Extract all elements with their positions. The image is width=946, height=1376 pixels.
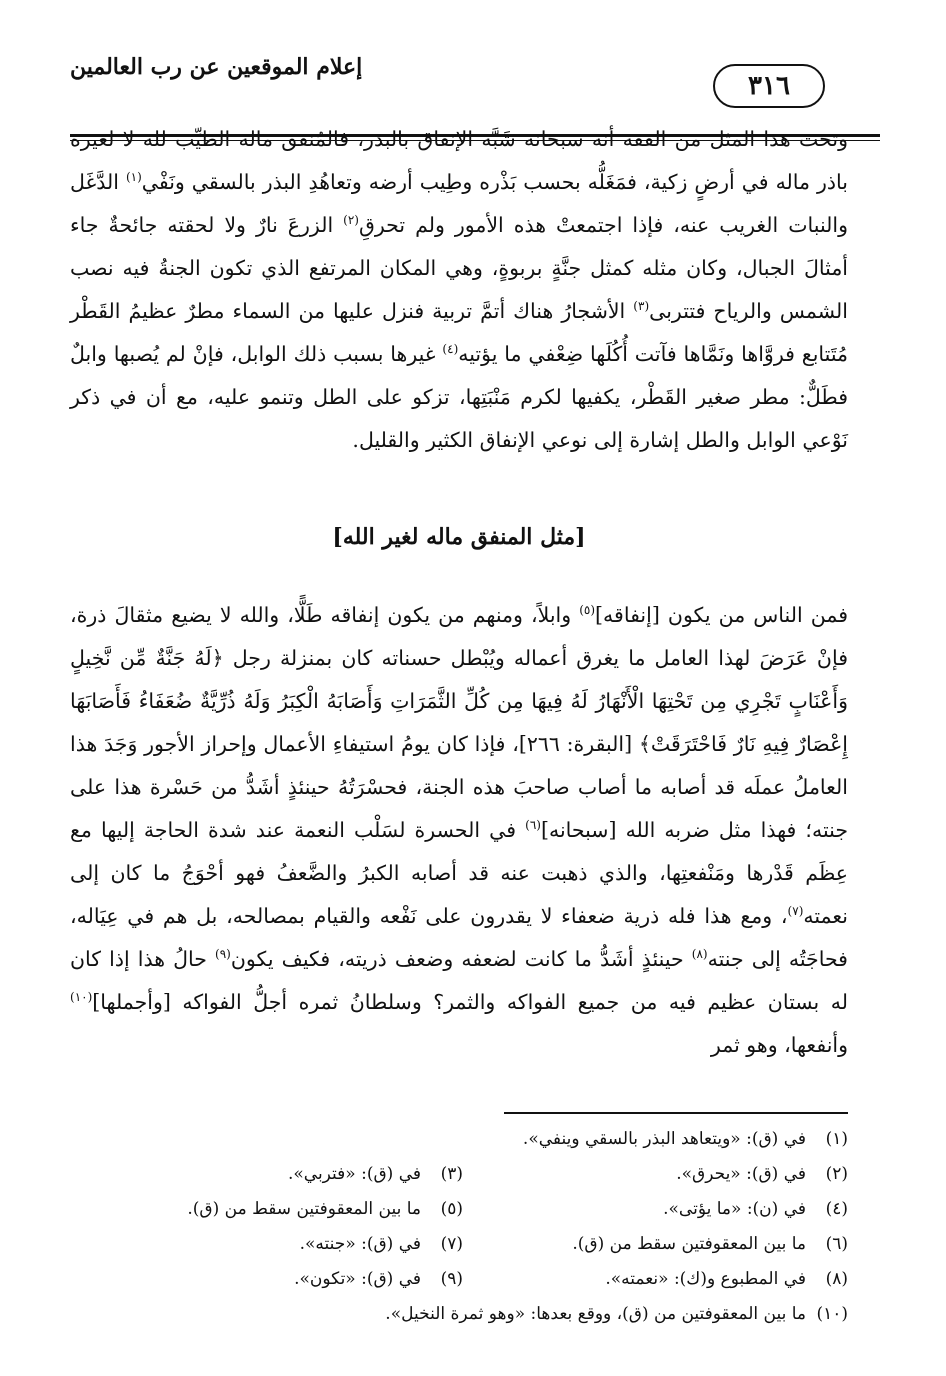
paragraph-text: غيرها بسبب ذلك الوابل، فإنْ لم يُصبها وابلٌ فطَلٌّ: مطر صغير القَطْر، يكفيها لكرم مَنْبَتِها، تزكو على الطل وتنمو عليه، مع أن في ذكر نَوْعي الوابل والطل إشارة إلى نوعي الإنفاق الكثير والقليل. bbox=[70, 342, 848, 452]
footnote-number: (٣) bbox=[440, 1164, 463, 1184]
paragraph-text: الأشجارُ هناك أتمَّ تربية فنزل عليها من السماء مطرٌ عظيمُ القَطْر مُتَتابع فروَّاها ونَمَّاها فآتت أُكُلَها ضِعْفي ما يؤتيه bbox=[70, 299, 849, 366]
footnote-text: في (ن): «ما يؤتى». bbox=[663, 1199, 806, 1219]
paragraph-2 bbox=[70, 594, 848, 1067]
footnote-row bbox=[70, 1262, 848, 1297]
footnote bbox=[78, 1227, 463, 1262]
footnote-row bbox=[70, 1227, 848, 1262]
footnote bbox=[70, 1297, 848, 1332]
footnote-row bbox=[70, 1122, 848, 1157]
paragraph-text: الدَّغَل والنبات الغريب عنه، فإذا اجتمعتْ هذه الأمور ولم تحرقِ bbox=[70, 170, 848, 237]
section-heading: [مثل المنفق ماله لغير الله] bbox=[332, 524, 586, 550]
footnote-marker: (٣) bbox=[633, 299, 650, 314]
paragraph-text: حالُ هذا إذا كان له بستان عظيم فيه من جميع الفواكه والثمر؟ وسلطانُ ثمره أجلُّ الفواكه [وأجملها] bbox=[70, 947, 848, 1014]
paragraph-text: وابلاً، ومنهم من يكون إنفاقه طَلًّا، والله لا يضيع مثقالَ ذرة، فإنْ عَرَضَ لهذا العامل ما يغرق أعماله ويُبْطل حسناته كان بمنزلة رجل ﴿لَهُ جَنَّةٌ مِّن نَّخِيلٍ وَأَعْنَابٍ تَجْرِي مِن تَحْتِهَا الْأَنْهَارُ لَهُ فِيهَا مِن كُلِّ الثَّمَرَاتِ وَأَصَابَهُ الْكِبَرُ وَلَهُ ذُرِّيَّةٌ ضُعَفَاءُ فَأَصَابَهَا إِعْصَارٌ فِيهِ نَارٌ فَاحْتَرَقَتْ﴾ [البقرة: ٢٦٦]، فإذا كان يومُ استيفاءِ الأعمال وإحراز الأجور وَجَدَ هذا العاملُ عملَه قد أصابه ما أصاب صاحبَ هذه الجنة، فحسْرَتُهُ حينئذٍ أشَدُّ من حَسْرة هذا على جنته؛ فهذا مثل ضربه الله [سبحانه] bbox=[70, 603, 848, 842]
footnote-text: ما بين المعقوفتين سقط من (ق). bbox=[187, 1199, 421, 1219]
footnote bbox=[78, 1192, 463, 1227]
paragraph-text: الزرعَ نارٌ ولا لحقته جائحةٌ جاء أمثالَ الجبال، وكان مثله كمثل جنَّةٍ بربوةٍ، وهي المكان المرتفع الذي تكون الجنةُ فيه نصب الشمس والرياح فتتربى bbox=[70, 213, 848, 323]
footnote-marker: (١) bbox=[125, 170, 142, 185]
footnote-text: في (ق): «يحرق». bbox=[676, 1164, 806, 1184]
footnote-row bbox=[70, 1297, 848, 1332]
footnote bbox=[78, 1157, 463, 1192]
footnote-text: في (ق): «فتربي». bbox=[287, 1164, 421, 1184]
running-title: إعلام الموقعين عن رب العالمين bbox=[70, 54, 363, 80]
footnote-marker: (٨) bbox=[691, 947, 708, 962]
paragraph-1 bbox=[70, 118, 848, 462]
footnote-marker: (٧) bbox=[787, 904, 804, 919]
footnote-row bbox=[70, 1157, 848, 1192]
footnote-marker: (٩) bbox=[215, 947, 231, 962]
footnote-number: (٤) bbox=[825, 1199, 848, 1219]
footnote bbox=[463, 1157, 848, 1192]
footnote bbox=[463, 1262, 848, 1297]
footnote-text: في (ق): «تكون». bbox=[294, 1269, 421, 1289]
footnote-number: (٦) bbox=[825, 1234, 848, 1254]
footnote-text: في المطبوع و(ك): «نعمته». bbox=[605, 1269, 806, 1289]
footnote bbox=[78, 1262, 463, 1297]
footnote-number: (١) bbox=[825, 1129, 848, 1149]
footnote-number: (٨) bbox=[825, 1269, 848, 1289]
footnote-number: (٧) bbox=[440, 1234, 463, 1254]
footnote bbox=[463, 1227, 848, 1262]
paragraph-text: ، ومع هذا فله ذرية ضعفاء لا يقدرون على نَفْعه والقيام بمصالحه، بل هم في عِيَاله، فحاجَتُه إلى جنته bbox=[70, 904, 848, 971]
page-header bbox=[70, 48, 880, 108]
footnote-separator bbox=[504, 1112, 848, 1114]
footnote-marker: (٤) bbox=[442, 342, 459, 357]
paragraph-text: وتحت هذا المثل من الفقه أنه سبحانه شَبَّه الإنفاق بالبذر، فالمُنفق ماله الطيِّب لله لا لغيره باذر ماله في أرضٍ زكية، فمَغَلُّه بحسب بَذْره وطِيب أرضه وتعاهُدِ البذر بالسقي ونَفْي bbox=[70, 127, 848, 194]
footnote-text: في (ق): «جنته». bbox=[299, 1234, 421, 1254]
footnote-text: ما بين المعقوفتين سقط من (ق). bbox=[572, 1234, 806, 1254]
footnote-text: ما بين المعقوفتين من (ق)، ووقع بعدها: «وهو ثمرة النخيل». bbox=[385, 1304, 806, 1324]
footnote-row bbox=[70, 1192, 848, 1227]
footnote-number: (٢) bbox=[825, 1164, 848, 1184]
footnote bbox=[70, 1122, 848, 1157]
page-number: ٣١٦ bbox=[713, 64, 825, 108]
footnote-marker: (٦) bbox=[525, 818, 541, 833]
paragraph-text: وأنفعها، وهو ثمر bbox=[710, 1033, 848, 1057]
footnote-marker: (١٠) bbox=[70, 990, 93, 1005]
footnote-number: (٩) bbox=[440, 1269, 463, 1289]
paragraph-text: حينئذٍ أشَدُّ ما كانت لضعفه وضعف ذريته، فكيف يكون bbox=[230, 947, 684, 971]
paragraph-text: فمن الناس من يكون [إنفاقه] bbox=[595, 603, 848, 627]
footnote-text: في (ق): «ويتعاهد البذر بالسقي وينفي». bbox=[522, 1129, 806, 1149]
footnote-marker: (٥) bbox=[579, 603, 596, 618]
footnote-number: (٥) bbox=[440, 1199, 463, 1219]
footnote-number: (١٠) bbox=[816, 1304, 848, 1324]
footnotes bbox=[70, 1122, 848, 1332]
footnote-marker: (٢) bbox=[343, 213, 359, 228]
paragraph-text: في الحسرة لسَلْب النعمة عند شدة الحاجة إليها مع عِظَم قَدْرها ومَنْفعتِها، والذي ذهبت عنه قد أصابه الكبرُ والضَّعفُ فهو أحْوَجُ ما كان إلى نعمته bbox=[70, 818, 848, 928]
footnote bbox=[463, 1192, 848, 1227]
